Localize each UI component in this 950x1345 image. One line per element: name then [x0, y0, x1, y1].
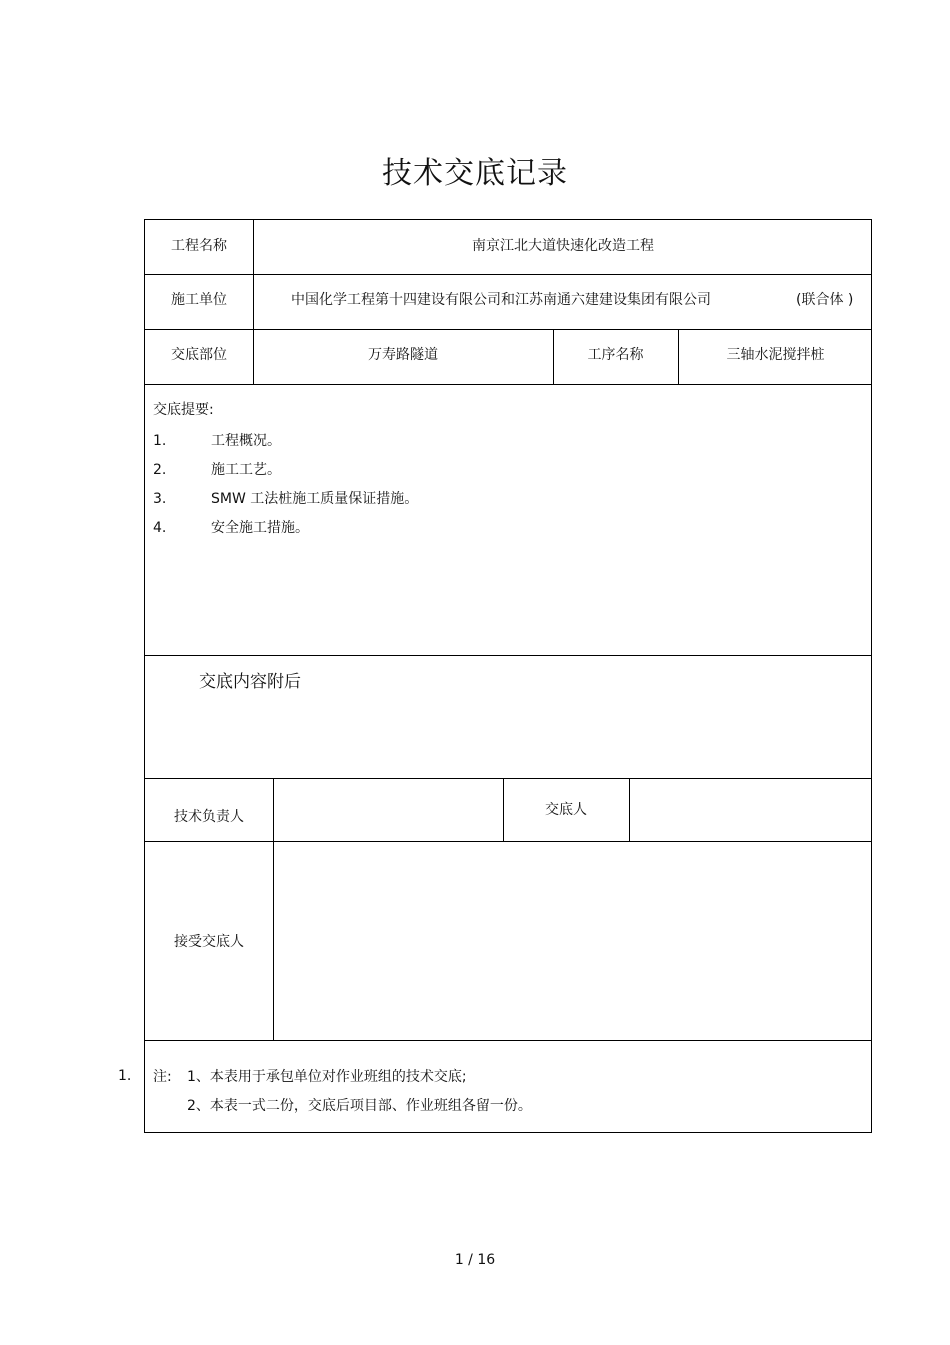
summary-item-number: 4.	[153, 520, 167, 536]
summary-item-number: 2.	[153, 462, 167, 478]
process-label: 工序名称	[587, 347, 644, 363]
disclosure-record-table	[144, 219, 872, 1133]
location-value: 万寿路隧道	[368, 347, 438, 363]
summary-item	[153, 490, 553, 508]
page-number: 1 / 16	[454, 1252, 496, 1268]
location-label: 交底部位	[171, 347, 227, 363]
project-name-value: 南京江北大道快速化改造工程	[472, 238, 654, 254]
col-divider	[629, 778, 630, 841]
summary-heading: 交底提要:	[153, 402, 214, 418]
summary-item	[153, 519, 553, 537]
col-divider	[273, 778, 274, 1040]
summary-item-number: 1.	[153, 433, 167, 449]
row-divider	[145, 1040, 871, 1041]
tech-lead-label: 技术负责人	[174, 809, 244, 825]
row-divider	[145, 384, 871, 385]
note-prefix: 注:	[153, 1069, 172, 1085]
summary-item-number: 3.	[153, 491, 167, 507]
project-name-label: 工程名称	[171, 238, 227, 254]
page-title: 技术交底记录	[382, 156, 568, 191]
attachment-note: 交底内容附后	[199, 672, 301, 692]
receiver-label: 接受交底人	[174, 934, 244, 950]
row-divider	[145, 778, 871, 779]
note-list-number: 1.	[118, 1068, 132, 1084]
summary-item-text: 施工工艺。	[211, 462, 281, 478]
summary-item	[153, 432, 553, 450]
summary-item-text: 工程概况。	[211, 433, 281, 449]
contractor-value: 中国化学工程第十四建设有限公司和江苏南通六建建设集团有限公司	[291, 292, 711, 308]
note-line-2: 2、本表一式二份，交底后项目部、作业班组各留一份。	[187, 1098, 532, 1114]
contractor-label: 施工单位	[171, 292, 227, 308]
discloser-label: 交底人	[545, 802, 587, 818]
row-divider	[145, 655, 871, 656]
row-divider	[145, 841, 871, 842]
summary-item	[153, 461, 553, 479]
contractor-suffix: (联合体 )	[796, 292, 854, 308]
process-value: 三轴水泥搅拌桩	[726, 347, 825, 363]
summary-item-text: SMW 工法桩施工质量保证措施。	[211, 491, 419, 507]
note-line-1: 1、本表用于承包单位对作业班组的技术交底;	[187, 1069, 467, 1085]
summary-item-text: 安全施工措施。	[211, 520, 309, 536]
